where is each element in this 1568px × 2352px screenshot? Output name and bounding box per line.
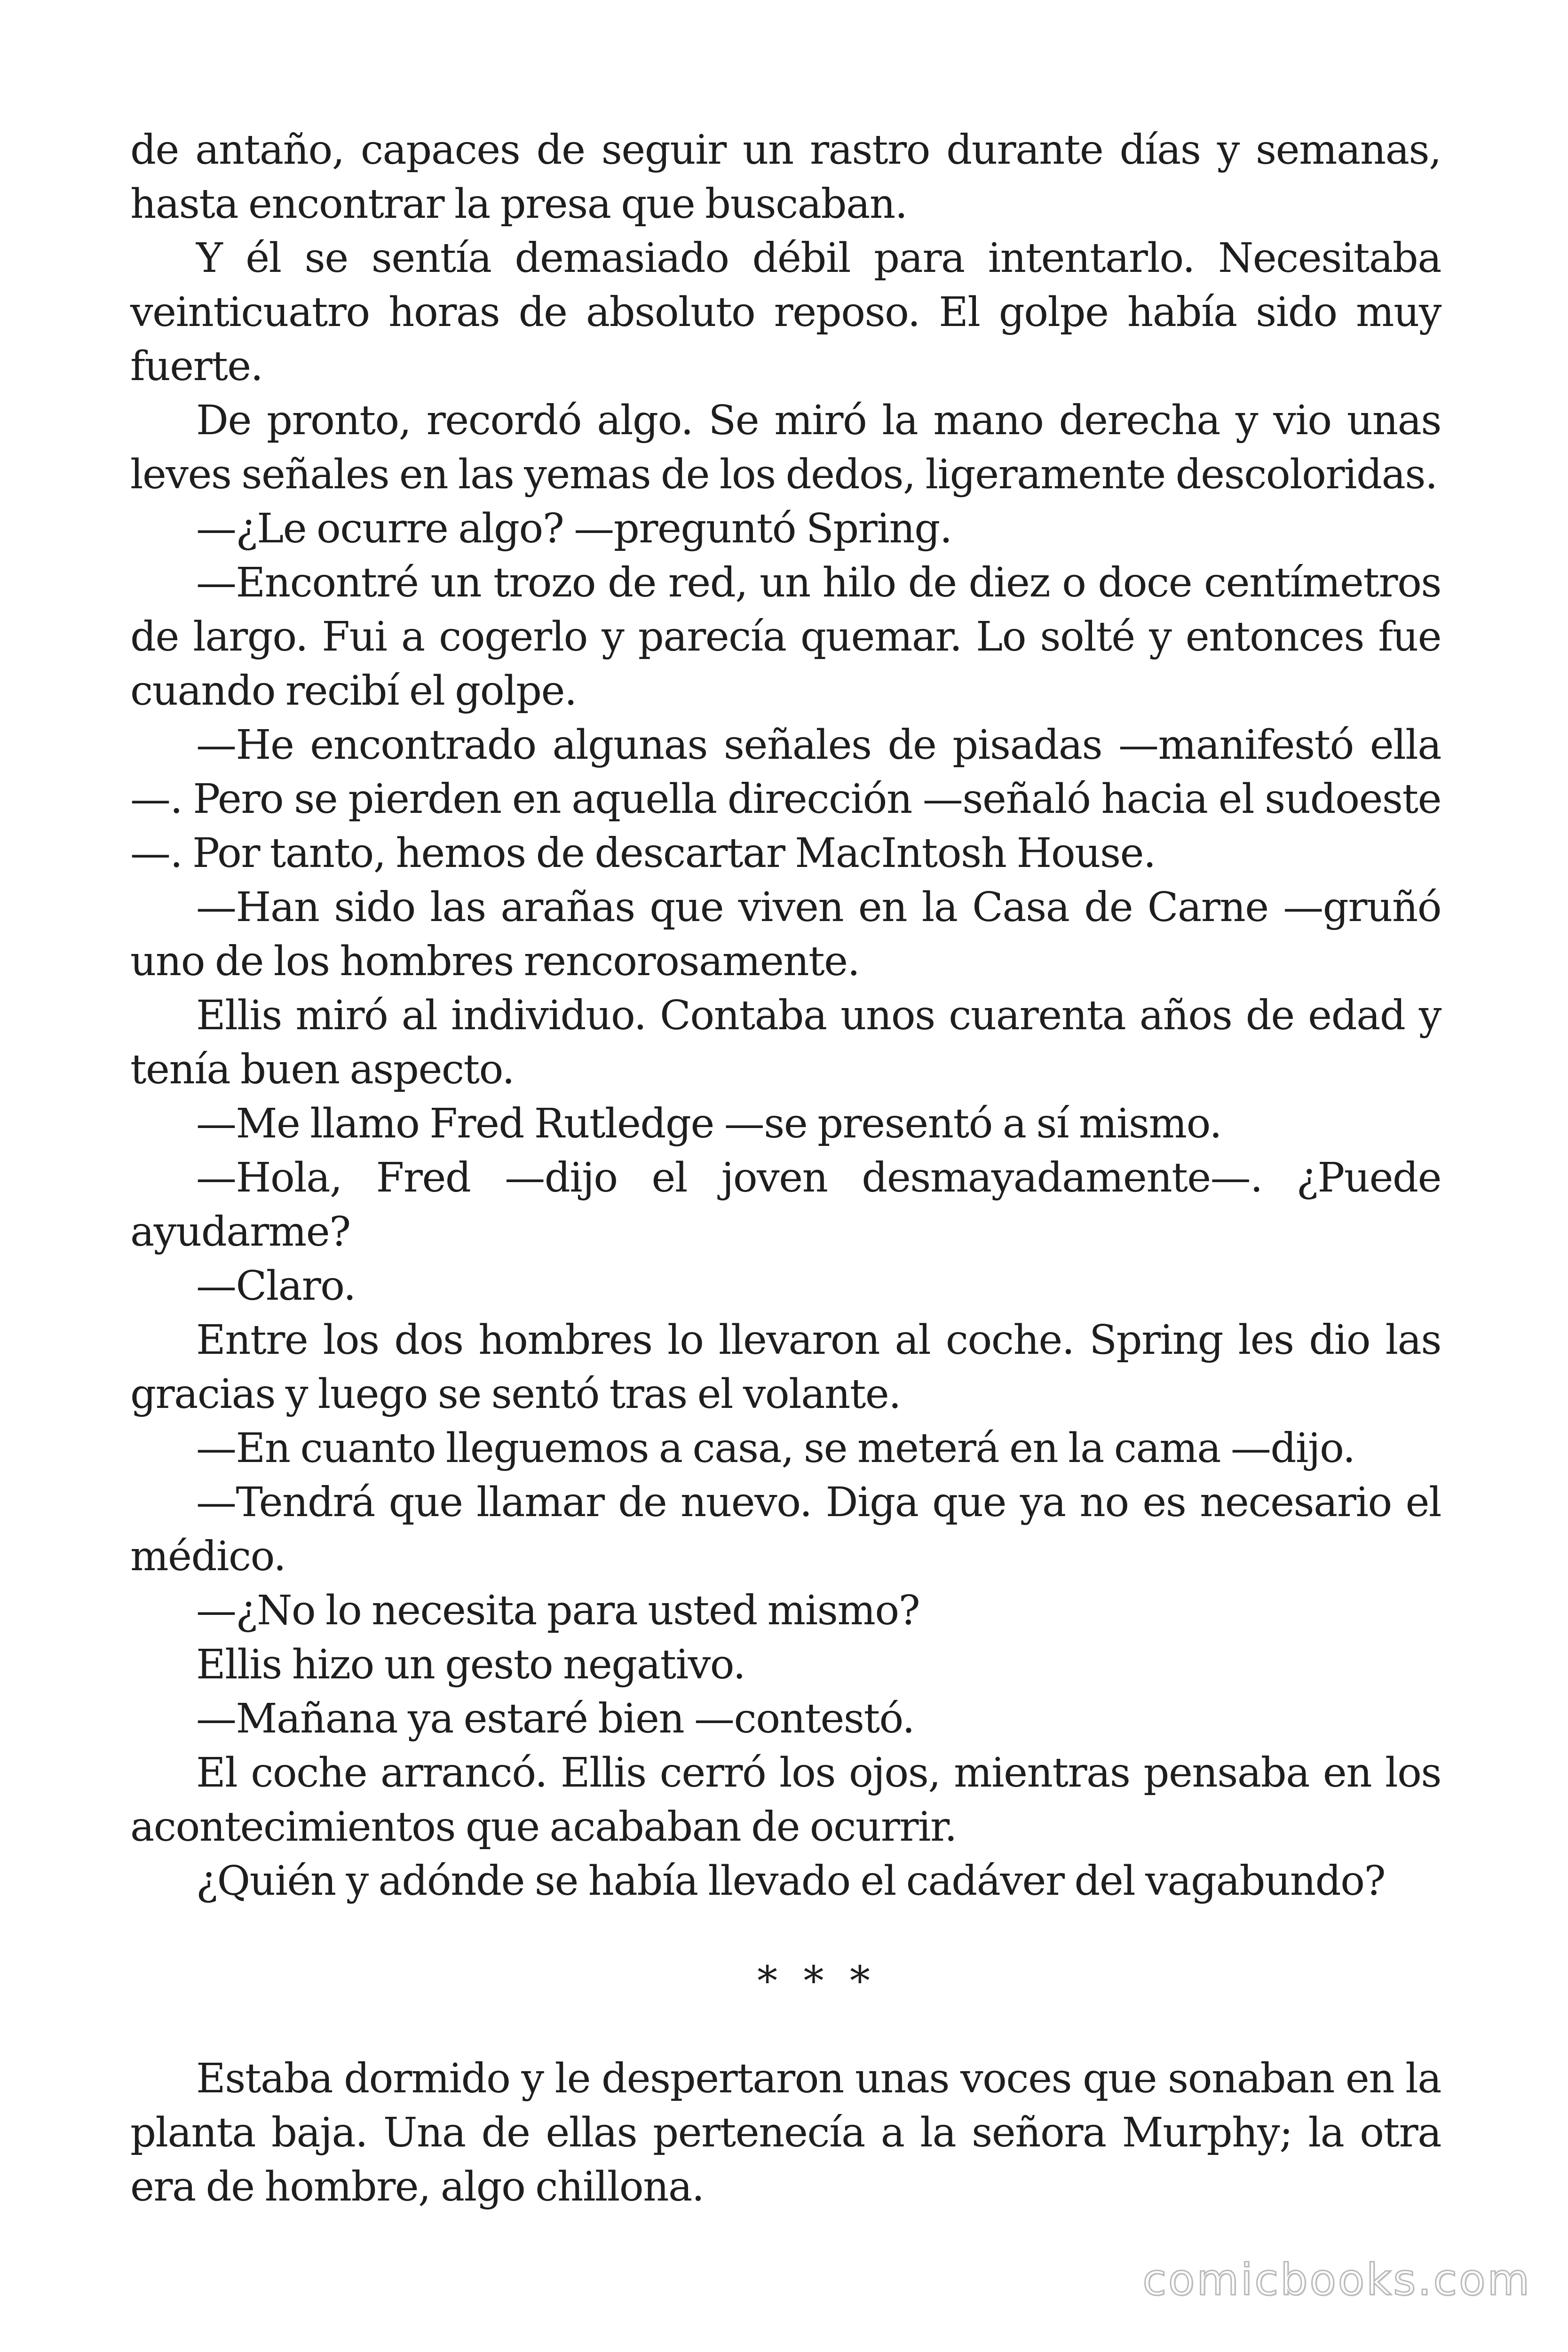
paragraph: ¿Quién y adónde se había llevado el cadáver del vagabundo?: [196, 1858, 1386, 1905]
watermark-logo: comicbooks.com: [1142, 2255, 1531, 2305]
paragraph: —He encontrado algunas señales de pisadas —manifestó ella—. Pero se pierden en aquella dirección —señaló hacia el sudoeste—. Por tanto, hemos de descartar MacIntosh House.: [130, 722, 1441, 877]
page-text-body: [130, 123, 1441, 1908]
paragraph: —Mañana ya estaré bien —contestó.: [196, 1695, 915, 1742]
paragraph: El coche arrancó. Ellis cerró los ojos, mientras pensaba en los acontecimientos que acababan de ocurrir.: [130, 1749, 1441, 1851]
paragraph: de antaño, capaces de seguir un rastro durante días y semanas, hasta encontrar la presa que buscaban.: [130, 127, 1441, 228]
paragraph: —Tendrá que llamar de nuevo. Diga que ya no es necesario el médico.: [130, 1479, 1441, 1580]
paragraph: —Hola, Fred —dijo el joven desmayadamente—. ¿Puede ayudarme?: [130, 1154, 1441, 1255]
paragraph: —Encontré un trozo de red, un hilo de diez o doce centímetros de largo. Fui a cogerlo y parecía quemar. Lo solté y entonces fue cuando recibí el golpe.: [130, 559, 1441, 715]
paragraph: Ellis hizo un gesto negativo.: [196, 1641, 745, 1688]
paragraph: —En cuanto lleguemos a casa, se meterá en la cama —dijo.: [196, 1425, 1355, 1472]
paragraph: Entre los dos hombres lo llevaron al coche. Spring les dio las gracias y luego se sentó tras el volante.: [130, 1317, 1441, 1418]
paragraph: —Me llamo Fred Rutledge —se presentó a sí mismo.: [196, 1100, 1222, 1147]
paragraph: De pronto, recordó algo. Se miró la mano derecha y vio unas leves señales en las yemas de los dedos, ligeramente descoloridas.: [130, 397, 1441, 498]
paragraph: —Han sido las arañas que viven en la Casa de Carne —gruñó uno de los hombres rencorosamente.: [130, 884, 1441, 985]
paragraph: Y él se sentía demasiado débil para intentarlo. Necesitaba veinticuatro horas de absoluto reposo. El golpe había sido muy fuerte.: [130, 235, 1441, 390]
paragraph: Estaba dormido y le despertaron unas voces que sonaban en la planta baja. Una de ellas pertenecía a la señora Murphy; la otra era de hombre, algo chillona.: [130, 2055, 1441, 2210]
section-two-body: [130, 2052, 1441, 2214]
paragraph: —¿Le ocurre algo? —preguntó Spring.: [196, 505, 952, 552]
section-separator: * * *: [757, 1958, 877, 2005]
paragraph: Ellis miró al individuo. Contaba unos cuarenta años de edad y tenía buen aspecto.: [130, 992, 1441, 1093]
paragraph: —Claro.: [196, 1263, 356, 1310]
paragraph: —¿No lo necesita para usted mismo?: [196, 1587, 920, 1634]
